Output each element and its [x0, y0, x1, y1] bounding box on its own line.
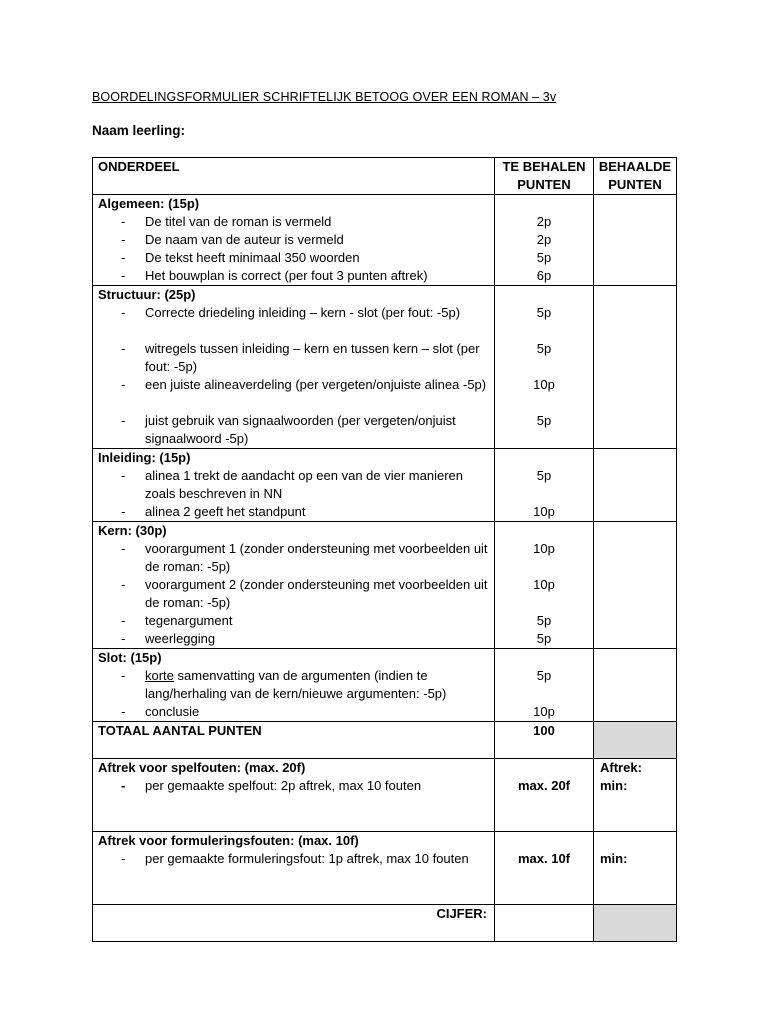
dash-bullet: -: [121, 704, 126, 719]
dash-bullet: -: [121, 413, 126, 428]
section-kern: [93, 522, 677, 649]
list-item: [93, 213, 494, 231]
dash-bullet: -: [121, 232, 126, 247]
item-text: alinea 1 trekt de aandacht op een van de vier manieren zoals beschreven in NN: [145, 468, 463, 501]
total-points: 100: [495, 722, 594, 759]
list-item: [93, 540, 494, 576]
section-title: Aftrek voor formuleringsfouten: (max. 10f): [98, 833, 359, 848]
min-label: min:: [600, 851, 628, 866]
list-item: [93, 777, 494, 795]
section-title: Kern: (30p): [98, 523, 167, 538]
item-text: per gemaakte formuleringsfout: 1p aftrek, max 10 fouten: [145, 851, 469, 866]
section-title: Algemeen: (15p): [98, 196, 200, 211]
dash-bullet: -: [121, 631, 126, 646]
grade-label: CIJFER:: [93, 905, 495, 942]
dash-bullet: -: [121, 851, 126, 866]
earned-points-cell[interactable]: [594, 649, 677, 722]
total-earned-cell: [594, 722, 677, 759]
item-points: 5p: [536, 413, 552, 428]
section-algemeen-points: [495, 195, 594, 286]
section-kern-criteria: [93, 522, 495, 649]
grade-row: [93, 905, 677, 942]
dash-bullet: -: [121, 468, 126, 483]
item-text: tegenargument: [145, 613, 233, 628]
section-slot-points: [495, 649, 594, 722]
item-text: Het bouwplan is correct (per fout 3 punten aftrek): [145, 268, 428, 283]
dash-bullet: -: [121, 504, 126, 519]
earned-points-cell[interactable]: [594, 449, 677, 522]
item-text: weerlegging: [145, 631, 216, 646]
list-item: [93, 467, 494, 503]
dash-bullet: -: [121, 613, 126, 628]
item-text-underlined: korte: [145, 668, 174, 683]
item-points: 5p: [536, 668, 552, 683]
assessment-table: [92, 157, 677, 942]
item-points: 5p: [536, 631, 552, 646]
dash-bullet: -: [121, 778, 126, 793]
section-slot: [93, 649, 677, 722]
section-title: Slot: (15p): [98, 650, 162, 665]
dash-bullet: -: [121, 305, 126, 320]
item-points: 2p: [536, 232, 552, 247]
aftrek-label: Aftrek:: [600, 760, 642, 775]
item-points: 10p: [533, 577, 555, 592]
item-text: alinea 2 geeft het standpunt: [145, 504, 306, 519]
section-structuur: [93, 286, 677, 449]
list-item: [93, 412, 494, 448]
item-text: samenvatting van de argumenten (indien te lang/herhaling van de kern/nieuwe argumenten: -5p): [145, 668, 447, 701]
total-row: [93, 722, 677, 759]
section-inleiding: [93, 449, 677, 522]
section-inleiding-points: [495, 449, 594, 522]
spelling-deduction-cell[interactable]: [594, 759, 677, 832]
dash-bullet: -: [121, 341, 126, 356]
section-slot-criteria: [93, 649, 495, 722]
section-kern-points: [495, 522, 594, 649]
list-item: [93, 503, 494, 521]
total-label: TOTAAL AANTAL PUNTEN: [93, 722, 495, 759]
item-points: 5p: [536, 305, 552, 320]
dash-bullet: -: [121, 541, 126, 556]
spelling-criteria: [93, 759, 495, 832]
list-item: [93, 267, 494, 285]
item-points: 10p: [533, 704, 555, 719]
item-text: voorargument 1 (zonder ondersteuning met voorbeelden uit de roman: -5p): [145, 541, 488, 574]
grade-empty-cell: [495, 905, 594, 942]
header-row: [93, 158, 677, 195]
list-item: [93, 231, 494, 249]
phrasing-max: max. 10f: [495, 832, 594, 905]
header-earned-line1: BEHAALDE: [598, 159, 672, 174]
list-item: [93, 703, 494, 721]
phrasing-criteria: [93, 832, 495, 905]
item-text: juist gebruik van signaalwoorden (per vergeten/onjuist signaalwoord -5p): [145, 413, 456, 446]
header-to-earn: [495, 158, 594, 195]
list-item: [93, 376, 494, 412]
dash-bullet: -: [121, 577, 126, 592]
item-text: per gemaakte spelfout: 2p aftrek, max 10 fouten: [145, 778, 422, 793]
header-part: [93, 158, 495, 195]
earned-points-cell[interactable]: [594, 286, 677, 449]
item-points: 5p: [536, 250, 552, 265]
phrasing-row: [93, 832, 677, 905]
earned-points-cell[interactable]: [594, 522, 677, 649]
dash-bullet: -: [121, 214, 126, 229]
section-structuur-points: [495, 286, 594, 449]
dash-bullet: -: [121, 668, 126, 683]
section-title: Aftrek voor spelfouten: (max. 20f): [98, 760, 306, 775]
list-item: [93, 850, 494, 886]
spelling-max: max. 20f: [495, 759, 594, 832]
list-item: [93, 630, 494, 648]
list-item: [93, 576, 494, 612]
item-points: 10p: [533, 377, 555, 392]
section-algemeen-criteria: [93, 195, 495, 286]
list-item: [93, 249, 494, 267]
page-title: BOORDELINGSFORMULIER SCHRIFTELIJK BETOOG OVER EEN ROMAN – 3v: [92, 90, 557, 104]
header-part-label: ONDERDEEL: [98, 159, 180, 174]
item-text: De tekst heeft minimaal 350 woorden: [145, 250, 360, 265]
section-inleiding-criteria: [93, 449, 495, 522]
item-points: 10p: [533, 504, 555, 519]
section-structuur-criteria: [93, 286, 495, 449]
header-earned-line2: PUNTEN: [608, 177, 662, 192]
header-to-earn-line2: PUNTEN: [517, 177, 571, 192]
item-points: 5p: [536, 613, 552, 628]
header-earned: [594, 158, 677, 195]
item-text: De naam van de auteur is vermeld: [145, 232, 344, 247]
list-item: [93, 612, 494, 630]
student-name-label: Naam leerling:: [92, 123, 186, 138]
min-label: min:: [600, 778, 628, 793]
item-points: 10p: [533, 541, 555, 556]
dash-bullet: -: [121, 377, 126, 392]
item-text: Correcte driedeling inleiding – kern - slot (per fout: -5p): [145, 305, 461, 320]
list-item: [93, 304, 494, 340]
dash-bullet: -: [121, 250, 126, 265]
section-algemeen: [93, 195, 677, 286]
item-text: De titel van de roman is vermeld: [145, 214, 332, 229]
item-points: 2p: [536, 214, 552, 229]
item-text: een juiste alineaverdeling (per vergeten/onjuiste alinea -5p): [145, 377, 487, 392]
list-item: [93, 667, 494, 703]
item-text: conclusie: [145, 704, 200, 719]
phrasing-deduction-cell[interactable]: [594, 832, 677, 905]
section-title: Structuur: (25p): [98, 287, 196, 302]
item-text: voorargument 2 (zonder ondersteuning met voorbeelden uit de roman: -5p): [145, 577, 488, 610]
list-item: [93, 340, 494, 376]
item-points: 6p: [536, 268, 552, 283]
spelling-row: [93, 759, 677, 832]
earned-points-cell[interactable]: [594, 195, 677, 286]
item-text: witregels tussen inleiding – kern en tussen kern – slot (per fout: -5p): [145, 341, 480, 374]
section-title: Inleiding: (15p): [98, 450, 191, 465]
grade-value-cell[interactable]: [594, 905, 677, 942]
dash-bullet: -: [121, 268, 126, 283]
item-points: 5p: [536, 468, 552, 483]
item-points: 5p: [536, 341, 552, 356]
header-to-earn-line1: TE BEHALEN: [502, 159, 586, 174]
